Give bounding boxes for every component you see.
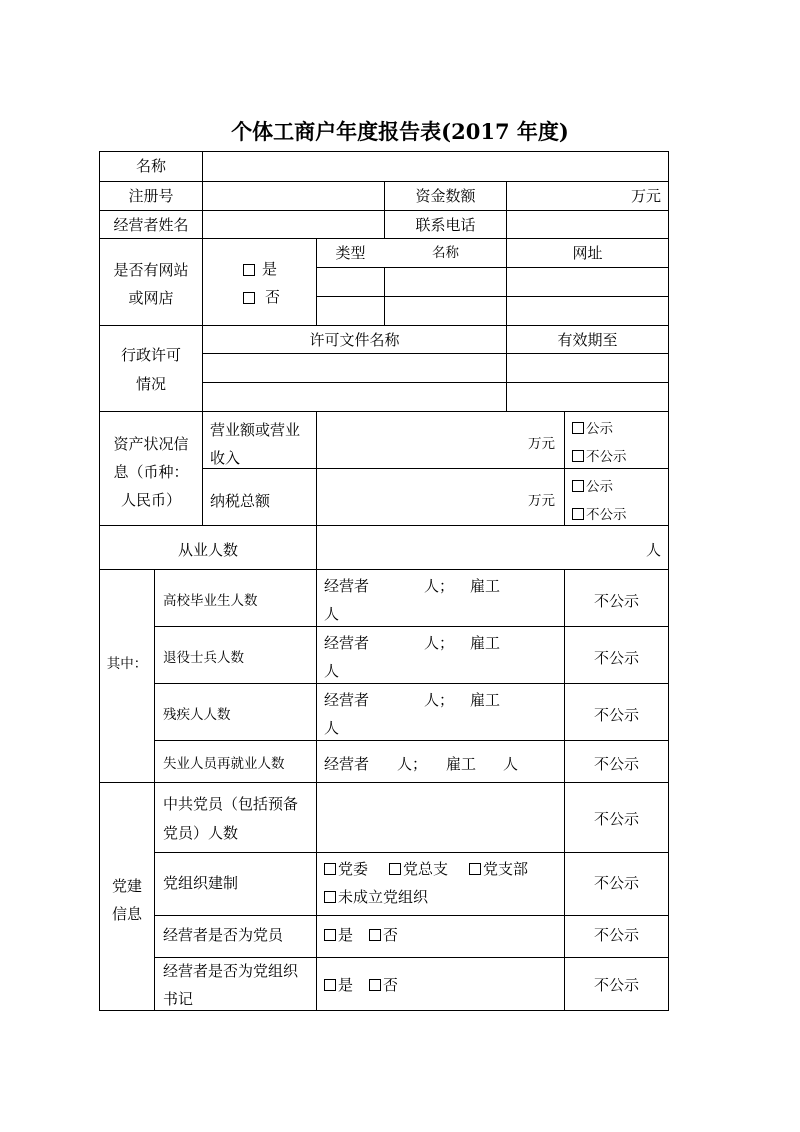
reemployed-person: 人 — [503, 755, 519, 773]
veteran-operator: 经营者 — [324, 634, 370, 652]
revenue-not-public-option[interactable]: 不公示 — [572, 443, 627, 471]
operator-secretary-yes-checkbox[interactable] — [324, 979, 336, 991]
operator-secretary-no-option[interactable]: 否 — [369, 971, 398, 999]
website-col-type: 类型 — [335, 244, 366, 262]
party-committee-option[interactable]: 党委 — [324, 855, 368, 883]
valid-until-header: 有效期至 — [557, 331, 618, 349]
no-party-org-checkbox[interactable] — [324, 891, 336, 903]
party-committee-checkbox[interactable] — [324, 863, 336, 875]
cpc-members-label-line2: 党员）人数 — [163, 824, 239, 842]
reemployed-not-public: 不公示 — [593, 755, 639, 773]
tax-public-option[interactable]: 公示 — [572, 473, 613, 501]
operator-member-no-checkbox[interactable] — [369, 929, 381, 941]
grad-person-semi: 人； — [424, 577, 455, 595]
tax-not-public-checkbox[interactable] — [572, 508, 584, 520]
name-field[interactable] — [203, 152, 668, 181]
license-label-line1: 行政许可 — [120, 346, 181, 364]
capital-label: 资金数额 — [415, 187, 476, 205]
cpc-members-not-public: 不公示 — [593, 810, 639, 828]
website-col-url: 网址 — [572, 244, 603, 262]
party-general-branch-checkbox[interactable] — [389, 863, 401, 875]
operator-member-not-public: 不公示 — [593, 926, 639, 944]
asset-label-line3: 人民币） — [120, 491, 181, 509]
website-yes-label: 是 — [262, 260, 278, 278]
grad-person: 人 — [324, 605, 340, 623]
veteran-employee: 雇工 — [470, 634, 501, 652]
employees-field[interactable]: 人 — [645, 541, 661, 559]
operator-secretary-label-line2: 书记 — [163, 990, 194, 1008]
tax-unit: 万元 — [528, 493, 555, 509]
website-no-checkbox[interactable] — [243, 292, 255, 304]
grad-label: 高校毕业生人数 — [163, 593, 258, 609]
operator-name-label: 经营者姓名 — [113, 216, 189, 234]
operator-member-yes-option[interactable]: 是 — [324, 921, 353, 949]
operator-member-yes-checkbox[interactable] — [324, 929, 336, 941]
grad-employee: 雇工 — [470, 577, 501, 595]
disabled-operator: 经营者 — [324, 691, 370, 709]
veteran-person: 人 — [324, 662, 340, 680]
reemployed-employee: 雇工 — [446, 755, 477, 773]
tax-label: 纳税总额 — [210, 492, 271, 510]
operator-secretary-yes-option[interactable]: 是 — [324, 971, 353, 999]
disabled-not-public: 不公示 — [593, 706, 639, 724]
revenue-public-checkbox[interactable] — [572, 422, 584, 434]
tax-not-public-option[interactable]: 不公示 — [572, 501, 627, 529]
website-question-line1: 是否有网站 — [113, 261, 189, 279]
veteran-person-semi: 人； — [424, 634, 455, 652]
party-label-line2: 信息 — [111, 905, 142, 923]
operator-name-field[interactable] — [203, 211, 384, 238]
revenue-unit: 万元 — [528, 436, 555, 452]
cpc-members-label-line1: 中共党员（包括预备 — [163, 795, 299, 813]
grad-operator: 经营者 — [324, 577, 370, 595]
reemployed-person-semi: 人； — [397, 755, 428, 773]
capital-field[interactable]: 万元 — [630, 187, 661, 205]
phone-label: 联系电话 — [415, 216, 476, 234]
operator-secretary-not-public: 不公示 — [593, 976, 639, 994]
employees-label: 从业人数 — [177, 541, 238, 559]
no-party-org-option[interactable]: 未成立党组织 — [324, 883, 428, 911]
reg-no-label: 注册号 — [128, 187, 174, 205]
veteran-not-public: 不公示 — [593, 649, 639, 667]
license-doc-header: 许可文件名称 — [309, 331, 400, 349]
party-general-branch-option[interactable]: 党总支 — [389, 855, 448, 883]
operator-member-no-option[interactable]: 否 — [369, 921, 398, 949]
disabled-employee: 雇工 — [470, 691, 501, 709]
website-no-label: 否 — [265, 288, 281, 306]
revenue-label-line2: 收入 — [210, 449, 241, 467]
party-branch-option[interactable]: 党支部 — [469, 855, 528, 883]
website-yes-checkbox[interactable] — [243, 264, 255, 276]
tax-public-checkbox[interactable] — [572, 480, 584, 492]
name-label: 名称 — [135, 157, 166, 175]
grad-not-public: 不公示 — [593, 592, 639, 610]
cpc-members-field[interactable] — [317, 783, 564, 852]
reg-no-field[interactable] — [203, 182, 384, 210]
disabled-person: 人 — [324, 719, 340, 737]
veteran-label: 退役士兵人数 — [163, 650, 244, 666]
asset-label-line1: 资产状况信 — [113, 435, 189, 453]
operator-secretary-label-line1: 经营者是否为党组织 — [163, 962, 299, 980]
party-branch-checkbox[interactable] — [469, 863, 481, 875]
operator-member-label: 经营者是否为党员 — [163, 926, 284, 944]
website-question-line2: 或网店 — [128, 289, 174, 307]
party-org-not-public: 不公示 — [593, 874, 639, 892]
revenue-not-public-checkbox[interactable] — [572, 450, 584, 462]
license-label-line2: 情况 — [135, 375, 166, 393]
among-label: 其中： — [106, 656, 148, 672]
revenue-label-line1: 营业额或营业 — [210, 421, 301, 439]
form-title: 个体工商户年度报告表(2017 年度) — [231, 119, 569, 144]
reemployed-label: 失业人员再就业人数 — [163, 756, 285, 772]
disabled-person-semi: 人； — [424, 691, 455, 709]
operator-secretary-no-checkbox[interactable] — [369, 979, 381, 991]
revenue-public-option[interactable]: 公示 — [572, 415, 613, 443]
asset-label-line2: 息（币种： — [113, 463, 189, 481]
phone-field[interactable] — [507, 211, 668, 238]
reemployed-operator: 经营者 — [324, 755, 370, 773]
party-label-line1: 党建 — [111, 877, 142, 895]
disabled-label: 残疾人人数 — [163, 707, 231, 723]
party-org-label: 党组织建制 — [163, 874, 239, 892]
website-col-name: 名称 — [432, 245, 459, 261]
